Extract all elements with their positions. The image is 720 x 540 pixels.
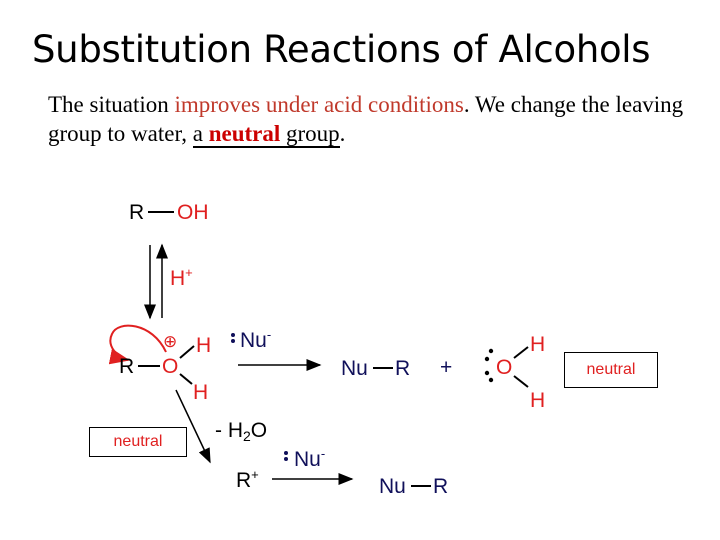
- plus-sign: +: [440, 356, 453, 379]
- intro-part4: a: [192, 121, 209, 146]
- lone-pair-dot: [485, 371, 489, 375]
- start-oh: OH: [177, 201, 209, 224]
- neutral-label-right: neutral: [564, 352, 658, 388]
- neutral-label-left: neutral: [89, 427, 187, 457]
- bond-o-h-bottom: [180, 374, 192, 384]
- product-r: R: [395, 357, 411, 380]
- oxonium-h-bottom: H: [193, 381, 209, 404]
- oxonium-o: O: [162, 355, 179, 378]
- product2-nu: Nu: [379, 475, 406, 498]
- oxonium-r: R: [119, 355, 135, 378]
- carbocation: R+: [236, 467, 259, 492]
- water-h-top: H: [530, 333, 546, 356]
- bond-water-o-h-top: [514, 347, 528, 358]
- nu-lone-pair-dot: [231, 333, 235, 337]
- nu-lone-pair-dot: [231, 339, 235, 343]
- water-o: O: [496, 356, 513, 379]
- lone-pair-dot: [485, 357, 489, 361]
- slide-title: Substitution Reactions of Alcohols: [32, 28, 651, 71]
- positive-charge-icon: ⊕: [163, 332, 178, 351]
- nucleophile-2: Nu-: [294, 446, 326, 471]
- bond-water-o-h-bottom: [514, 376, 528, 387]
- lone-pair-dot: [489, 378, 493, 382]
- loss-of-water: - $H_2O$: [215, 419, 268, 444]
- intro-part1: The situation: [48, 92, 175, 117]
- lone-pair-dot: [489, 349, 493, 353]
- intro-highlight: improves under acid conditions: [174, 92, 464, 117]
- oxonium-h-top: H: [196, 334, 212, 357]
- intro-part6: group: [280, 121, 340, 146]
- product-nu: Nu: [341, 357, 368, 380]
- start-r: R: [129, 201, 145, 224]
- nucleophile: Nu-: [240, 327, 272, 352]
- water-h-bottom: H: [530, 389, 546, 412]
- intro-part3: . We change the leaving group to water,: [48, 92, 684, 146]
- nu2-lone-pair-dot: [284, 451, 288, 455]
- product2-r: R: [433, 475, 449, 498]
- intro-neutral: neutral: [208, 121, 281, 146]
- acid-h: H+: [170, 265, 193, 290]
- intro-part7: .: [339, 121, 346, 146]
- bond-o-h-top: [180, 346, 194, 358]
- nu2-lone-pair-dot: [284, 457, 288, 461]
